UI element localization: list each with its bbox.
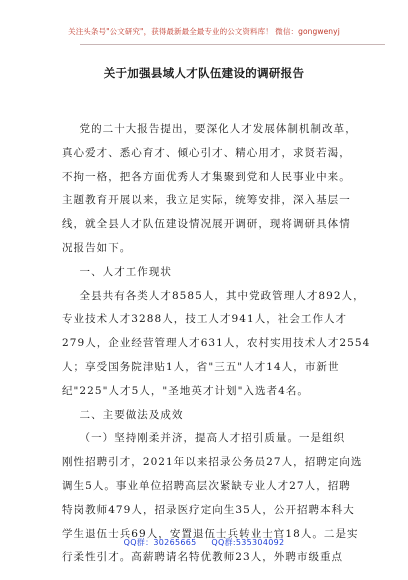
body-line: 刚性招聘引才，2021年以来招录公务员27人，招聘定向选 <box>62 456 363 469</box>
page-header-notice: 关注头条号"公文研究"，获得最新最全最专业的公文资料库！ 微信：gongwenyj <box>68 27 340 36</box>
body-line: 全县共有各类人才8585人，其中党政管理人才892人， <box>62 289 365 302</box>
body-line: 党的二十大报告提出，要深化人才发展体制机制改革， <box>62 123 357 135</box>
body-line: 专业技术人才3288人，技工人才941人，社会工作人才 <box>62 313 348 326</box>
body-line: 调生5人。事业单位招聘高层次紧缺专业人才27人，招聘 <box>62 479 351 492</box>
body-line: 二、主要做法及成效 <box>62 408 184 421</box>
body-line: 279人，企业经营管理人才631人，农村实用技术人才2554 <box>62 337 371 350</box>
document-body <box>62 118 371 570</box>
body-line: 线，就全县人才队伍建设情况展开调研，现将调研具体情 <box>62 218 351 231</box>
body-line: （一）坚持刚柔并济，提高人才招引质量。一是组织 <box>62 432 346 445</box>
body-line: 不拘一格，把各方面优秀人才集聚到党和人民事业中来。 <box>62 170 351 183</box>
body-line: 人；享受国务院津贴1人，省"三五"人才14人，市新世 <box>62 360 340 373</box>
body-line: 真心爱才、悉心育才、倾心引才、精心用才，求贤若渴， <box>62 146 351 159</box>
body-line: 纪"225"人才5人，"圣地英才计划"入选者4名。 <box>62 384 309 397</box>
body-line: 一、人才工作现状 <box>62 265 172 278</box>
document-title: 关于加强县域人才队伍建设的调研报告 <box>103 66 305 80</box>
body-line: 主题教育开展以来，我立足实际，统筹安排，深入基层一 <box>62 194 351 207</box>
header-divider <box>80 44 385 45</box>
body-line: 学生退伍士兵69人，安置退伍士兵转业士官18人。二是实 <box>62 527 359 540</box>
body-line: 行柔性引才。高薪聘请名特优教师23人，外聘市级重点 <box>62 551 344 564</box>
body-line: 特岗教师479人，招录医疗定向生35人，公开招聘本科大 <box>62 503 355 516</box>
footer-qq-group-2: QQ群:535304092 <box>211 538 285 547</box>
footer-qq-group-1: QQ群：30265665 <box>123 538 197 547</box>
page-footer <box>0 537 408 548</box>
body-line: 况报告如下。 <box>62 241 132 254</box>
